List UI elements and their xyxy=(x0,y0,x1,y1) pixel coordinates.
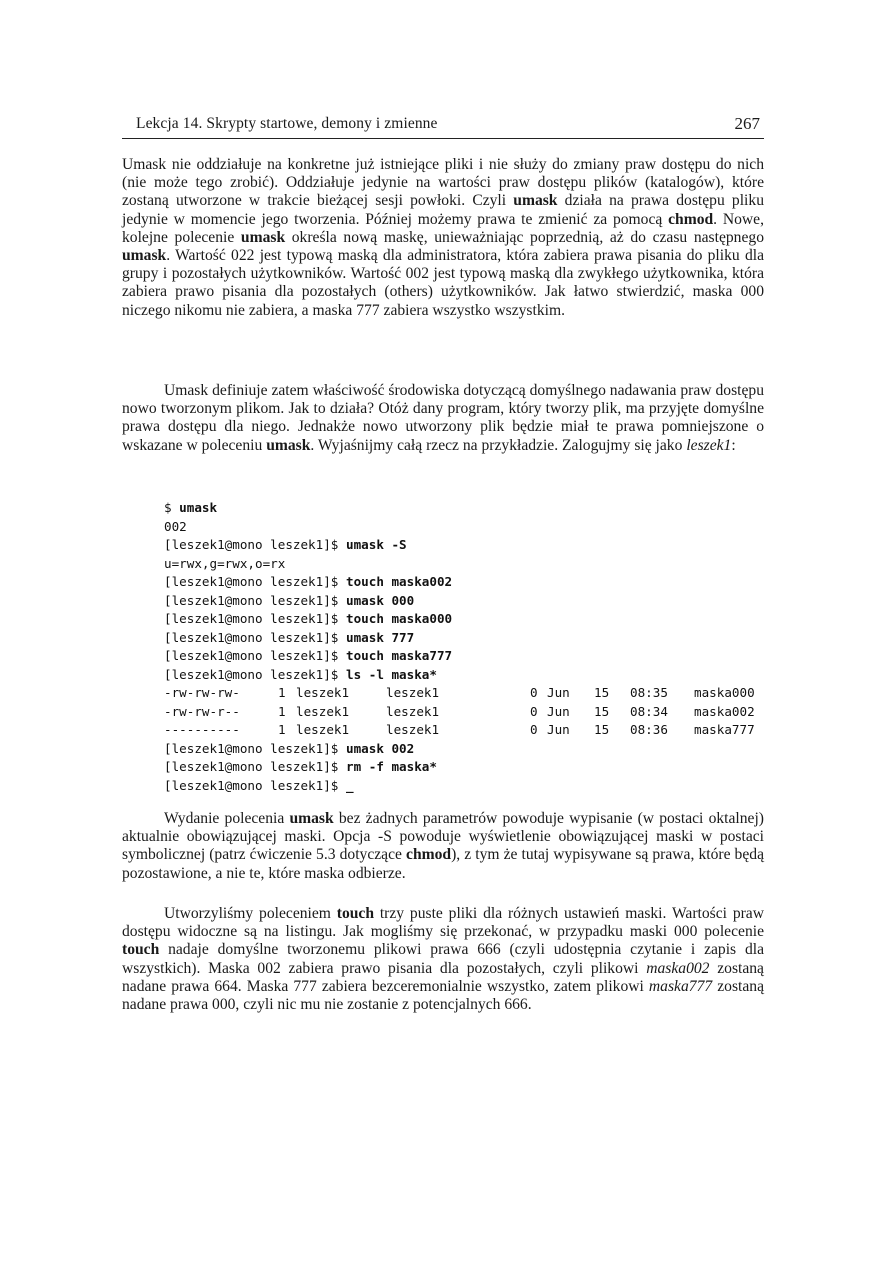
command-term: chmod xyxy=(668,210,714,228)
command-term: umask xyxy=(266,436,311,454)
code-line xyxy=(164,518,769,537)
ls-links: 1 xyxy=(278,722,286,737)
code-line xyxy=(164,777,769,796)
text-run: . Wyjaśnijmy całą rzecz na przykładzie. Zalogujmy się jako xyxy=(310,436,687,454)
shell-command: _ xyxy=(345,777,354,793)
ls-day: 15 xyxy=(594,722,610,737)
text-run: ), z tym że tutaj wypisywane są prawa, które będą pozostawione, a nie te, które maska odbierze. xyxy=(122,846,764,882)
code-line xyxy=(164,610,769,629)
code-line xyxy=(164,536,769,555)
code-line xyxy=(164,592,769,611)
ls-group: leszek1 xyxy=(386,703,440,719)
ls-month: Jun xyxy=(547,722,570,737)
code-listing xyxy=(164,499,769,795)
text-run: . Wartość 022 jest typową maską dla administratora, która zabiera prawa pisania do pliku dla grupy i pozostałych użytkowników. Wartość 002 jest typową maską dla zwykłego użytkownika, która zabiera prawo pisania dla pozostałych (others) użytkowników. Jak łatwo stwierdzić, maska 000 niczego nikomu nie zabiera, a maska 777 zabiera wszystko wszystkim. xyxy=(122,247,764,319)
italic-term: maska777 xyxy=(648,977,713,995)
code-line xyxy=(164,555,769,574)
text-run: zostaną nadane prawa 000, czyli nic mu nie zostanie z potencjalnych 666. xyxy=(122,977,764,1014)
ls-owner: leszek1 xyxy=(296,685,350,700)
ls-size: 0 xyxy=(530,703,538,719)
text-run: zostaną nadane prawa 664. Maska 777 zabiera bezceremonialnie wszystko, zatem plikowi xyxy=(122,959,764,995)
shell-prompt: [leszek1@mono leszek1]$ xyxy=(164,759,346,774)
shell-command: umask xyxy=(179,500,218,515)
page-number: 267 xyxy=(734,114,760,133)
ls-row xyxy=(164,684,769,703)
paragraph-text xyxy=(122,382,764,455)
ls-output xyxy=(164,684,769,740)
shell-prompt: [leszek1@mono leszek1]$ xyxy=(164,777,346,793)
ls-name: maska002 xyxy=(694,703,755,719)
shell-prompt: [leszek1@mono leszek1]$ xyxy=(164,666,346,682)
ls-size: 0 xyxy=(530,685,538,700)
ls-day: 15 xyxy=(594,703,610,719)
text-run: nadaje domyślne tworzonemu plikowi prawa 666 (czyli udostępnia czytanie i zapis dla wszystkich). Maska 002 zabiera prawo pisania dla pozostałych, czyli plikowi xyxy=(122,941,764,977)
shell-command: rm -f maska* xyxy=(345,759,437,774)
command-term: umask xyxy=(513,192,558,210)
shell-prompt: [leszek1@mono leszek1]$ xyxy=(164,574,346,589)
shell-command: umask 777 xyxy=(345,629,415,645)
paragraph-touch-results xyxy=(122,905,764,1014)
shell-prompt: $ xyxy=(164,500,180,515)
italic-term: leszek1 xyxy=(686,436,732,454)
text-run: . Nowe, kolejne polecenie xyxy=(122,210,764,246)
text-run: określa nową maskę, unieważniając poprzednią, aż do czasu następnego xyxy=(285,228,764,246)
ls-links: 1 xyxy=(278,703,286,719)
text-run: Utworzyliśmy poleceniem xyxy=(164,905,337,922)
ls-group: leszek1 xyxy=(386,685,440,700)
ls-time: 08:36 xyxy=(630,722,668,737)
text-run: Wydanie polecenia xyxy=(164,810,290,827)
shell-command: touch maska777 xyxy=(345,648,453,663)
ls-time: 08:35 xyxy=(630,685,668,700)
code-line xyxy=(164,740,769,759)
shell-prompt: [leszek1@mono leszek1]$ xyxy=(164,629,346,645)
shell-prompt: [leszek1@mono leszek1]$ xyxy=(164,592,346,608)
listing-lines-before xyxy=(164,499,769,684)
text-run: bez żadnych parametrów powoduje wypisanie (w postaci oktalnej) aktualnie obowiązującej maski. Opcja -S powoduje wyświetlenie obowiązującej maski w postaci symbolicznej (patrz ćwiczenie 5.3 dotyczące xyxy=(122,810,764,864)
shell-prompt: [leszek1@mono leszek1]$ xyxy=(164,740,346,756)
shell-command: umask -S xyxy=(345,537,407,552)
text-run: działa na prawa dostępu pliku jedynie w momencie jego tworzenia. Później możemy prawa te zmienić za pomocą xyxy=(122,192,764,228)
ls-owner: leszek1 xyxy=(296,722,350,737)
ls-row xyxy=(164,703,769,722)
text-run: Umask nie oddziałuje na konkretne już istniejące pliki i nie służy do zmiany praw dostępu do nich (nie może tego zrobić). Oddziałuje jedynie na wartości praw dostępu plików (katalogów), które zostaną utworzone w trakcie bieżącej sesji powłoki. Czyli xyxy=(122,156,764,210)
command-term: chmod xyxy=(406,846,452,864)
shell-command: touch maska000 xyxy=(345,611,453,626)
paragraph-umask-scope xyxy=(122,156,764,320)
paragraph-text xyxy=(122,156,764,320)
command-term: umask xyxy=(289,810,334,827)
paragraph-umask-options xyxy=(122,810,764,883)
text-run: : xyxy=(731,436,736,454)
ls-owner: leszek1 xyxy=(296,703,350,719)
ls-day: 15 xyxy=(594,685,610,700)
shell-command: umask 002 xyxy=(345,740,415,756)
code-line xyxy=(164,758,769,777)
code-line xyxy=(164,629,769,648)
ls-group: leszek1 xyxy=(386,722,440,737)
ls-month: Jun xyxy=(547,685,570,700)
shell-prompt: [leszek1@mono leszek1]$ xyxy=(164,611,346,626)
ls-row xyxy=(164,721,769,740)
chapter-title: Lekcja 14. Skrypty startowe, demony i zmienne xyxy=(136,115,438,132)
code-line xyxy=(164,573,769,592)
command-term: umask xyxy=(240,228,286,246)
paragraph-text xyxy=(122,905,764,1014)
shell-prompt: 002 xyxy=(164,518,187,534)
code-line xyxy=(164,647,769,666)
command-term: touch xyxy=(122,941,160,959)
ls-name: maska777 xyxy=(694,722,755,737)
paragraph-text xyxy=(122,810,764,883)
shell-prompt: u=rwx,g=rwx,o=rx xyxy=(164,555,286,571)
ls-perm: ---------- xyxy=(164,722,240,737)
ls-links: 1 xyxy=(278,685,286,700)
listing-lines-after xyxy=(164,740,769,796)
shell-command: touch maska002 xyxy=(345,574,453,589)
ls-name: maska000 xyxy=(694,685,755,700)
ls-perm: -rw-rw-rw- xyxy=(164,685,240,700)
running-header xyxy=(122,112,764,139)
ls-size: 0 xyxy=(530,722,538,737)
command-term: umask xyxy=(122,247,167,265)
ls-month: Jun xyxy=(547,703,570,719)
paragraph-umask-definition xyxy=(122,382,764,455)
ls-time: 08:34 xyxy=(630,703,668,719)
text-run: trzy puste pliki dla różnych ustawień maski. Wartości praw dostępu widoczne są na listingu. Jak mogliśmy się przekonać, w przypadku maski 000 polecenie xyxy=(122,905,764,941)
text-run: Umask definiuje zatem właściwość środowiska dotyczącą domyślnego nadawania praw dostępu nowo tworzonym plikom. Jak to działa? Otóż dany program, który tworzy plik, ma przyjęte domyślne prawa dostępu dla niego. Jednakże nowo utworzony plik będzie miał te prawa pomniejszone o wskazane w poleceniu xyxy=(122,382,764,454)
italic-term: maska002 xyxy=(646,959,710,977)
shell-command: umask 000 xyxy=(345,592,415,608)
shell-command: ls -l maska* xyxy=(345,666,437,682)
ls-perm: -rw-rw-r-- xyxy=(164,703,240,719)
command-term: touch xyxy=(336,905,375,922)
code-line xyxy=(164,499,769,518)
shell-prompt: [leszek1@mono leszek1]$ xyxy=(164,537,346,552)
shell-prompt: [leszek1@mono leszek1]$ xyxy=(164,648,346,663)
code-line xyxy=(164,666,769,685)
